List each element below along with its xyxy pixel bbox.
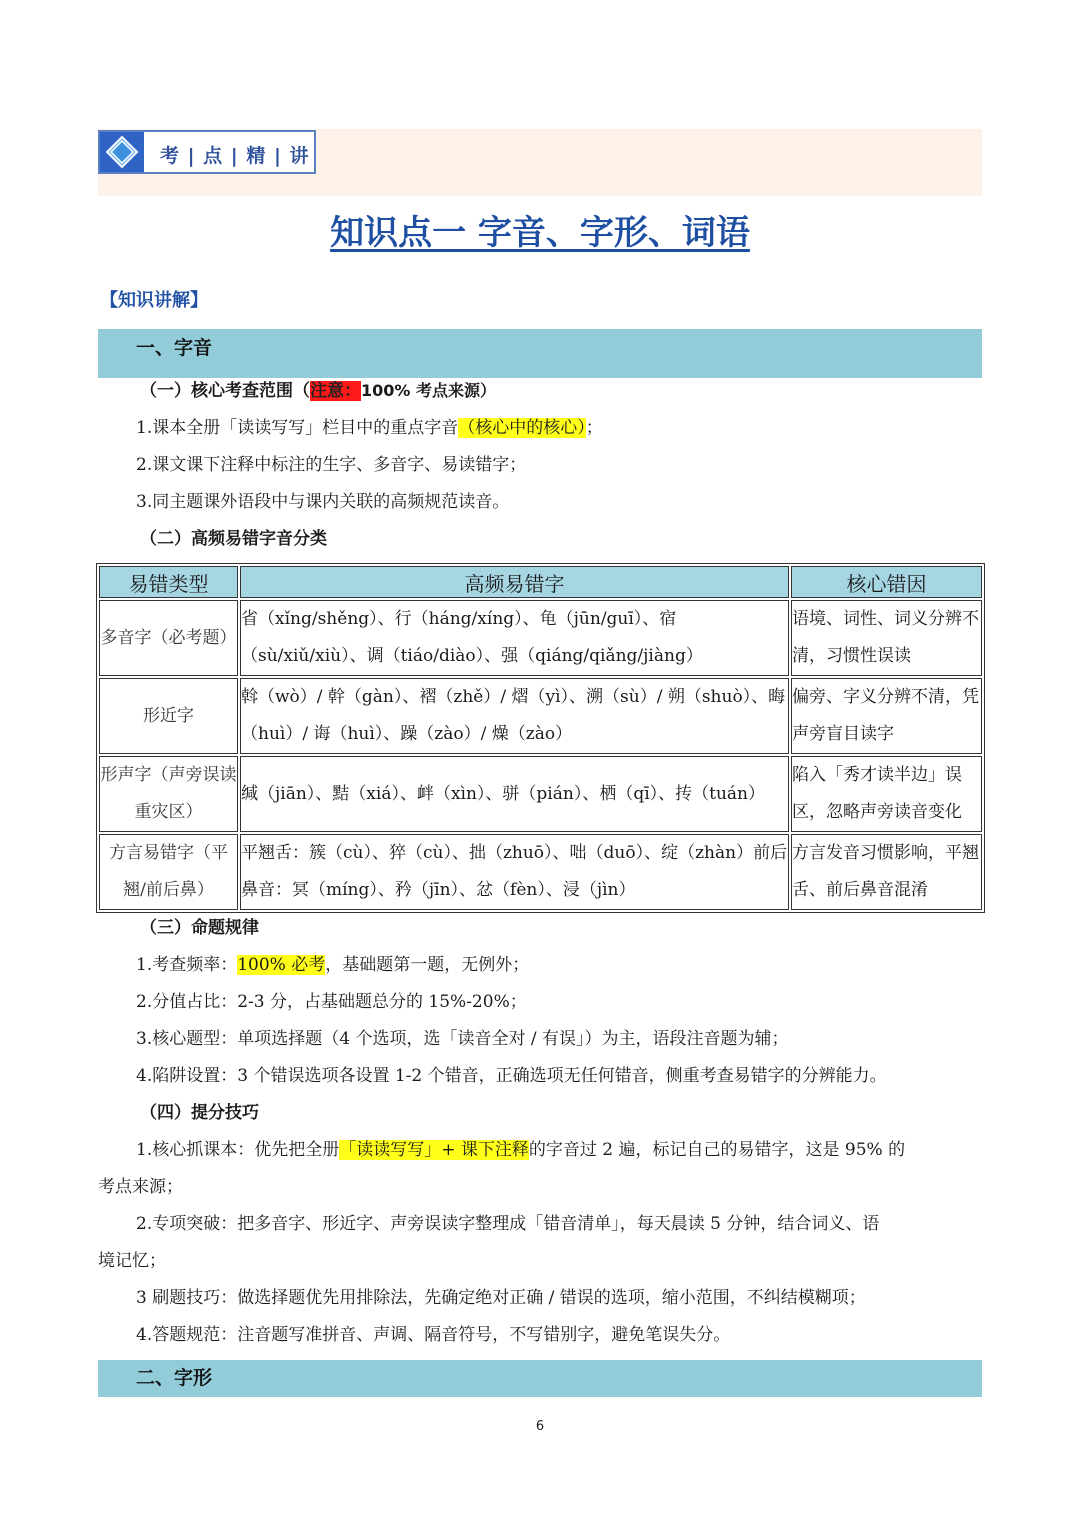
table-cell-reason: 方言发音习惯影响，平翘舌、前后鼻音混淆 xyxy=(791,834,982,910)
list-item: 2.课文课下注释中标注的生字、多音字、易读错字； xyxy=(136,455,527,475)
table-cell-chars: 平翘舌：簇（cù）、猝（cù）、拙（zhuō）、咄（duō）、绽（zhàn）前后鼻音：冥（míng）、矜（jīn）、忿（fèn）、浸（jìn） xyxy=(240,834,789,910)
table-header: 核心错因 xyxy=(791,566,982,598)
table-cell-chars: 缄（jiān）、黠（xiá）、衅（xìn）、骈（pián）、栖（qī）、抟（tuán） xyxy=(240,756,789,832)
section-heading-1: 一、字音 xyxy=(98,329,982,378)
table-cell-type: 多音字（必考题） xyxy=(99,600,238,676)
badge xyxy=(98,130,316,174)
list-item: 2.分值占比：2-3 分，占基础题总分的 15%-20%； xyxy=(136,992,527,1012)
diamond-icon xyxy=(100,132,144,172)
table-header: 高频易错字 xyxy=(240,566,789,598)
list-item-continuation: 境记忆； xyxy=(98,1251,166,1271)
knowledge-label: 【知识讲解】 xyxy=(100,290,208,311)
subheading-1: （一）核心考查范围（注意：100% 考点来源） xyxy=(140,381,497,401)
list-item: 3.同主题课外语段中与课内关联的高频规范读音。 xyxy=(136,492,510,512)
table-header-row xyxy=(99,566,982,598)
page-number: 6 xyxy=(535,1419,545,1434)
table-cell-chars: 省（xǐng/shěng）、行（háng/xíng）、龟（jūn/guī）、宿（sù/xiǔ/xiù）、调（tiáo/diào）、强（qiáng/qiǎng/jiàng） xyxy=(240,600,789,676)
table-cell-type: 形近字 xyxy=(99,678,238,754)
list-item: 3.核心题型：单项选择题（4 个选项，选「读音全对 / 有误」）为主，语段注音题为辅； xyxy=(136,1029,789,1049)
subheading-2: （二）高频易错字音分类 xyxy=(140,529,327,549)
badge-text: 考 | 点 | 精 | 讲 xyxy=(160,145,310,167)
subheading-4: （四）提分技巧 xyxy=(140,1103,259,1123)
list-item: 1.考查频率：100% 必考，基础题第一题，无例外； xyxy=(136,955,530,975)
table-row xyxy=(99,678,982,754)
error-table xyxy=(96,563,985,913)
list-item: 4.答题规范：注音题写准拼音、声调、隔音符号，不写错别字，避免笔误失分。 xyxy=(136,1325,731,1345)
table-header: 易错类型 xyxy=(99,566,238,598)
table-cell-chars: 斡（wò）/ 幹（gàn）、褶（zhě）/ 熠（yì）、溯（sù）/ 朔（shuò）、晦（huì）/ 诲（huì）、躁（zào）/ 燥（zào） xyxy=(240,678,789,754)
table-cell-type: 方言易错字（平翘/前后鼻） xyxy=(99,834,238,910)
table-row xyxy=(99,834,982,910)
list-item: 3 刷题技巧：做选择题优先用排除法，先确定绝对正确 / 错误的选项，缩小范围，不纠结模糊项； xyxy=(136,1288,866,1308)
subheading-3: （三）命题规律 xyxy=(140,918,259,938)
table-cell-reason: 语境、词性、词义分辨不清，习惯性误读 xyxy=(791,600,982,676)
list-item: 1.课本全册「读读写写」栏目中的重点字音（核心中的核心）； xyxy=(136,418,603,438)
table-row xyxy=(99,600,982,676)
page-title: 知识点一 字音、字形、词语 xyxy=(330,213,750,253)
section-heading-2: 二、字形 xyxy=(98,1360,982,1397)
table-cell-type: 形声字（声旁误读重灾区） xyxy=(99,756,238,832)
list-item: 2.专项突破：把多音字、形近字、声旁误读字整理成「错音清单」，每天晨读 5 分钟，结合词义、语 xyxy=(136,1214,880,1234)
table-row xyxy=(99,756,982,832)
list-item: 1.核心抓课本：优先把全册「读读写写」+ 课下注释的字音过 2 遍，标记自己的易错字，这是 95% 的 xyxy=(136,1140,906,1160)
list-item: 4.陷阱设置：3 个错误选项各设置 1-2 个错音，正确选项无任何错音，侧重考查易错字的分辨能力。 xyxy=(136,1066,887,1086)
list-item-continuation: 考点来源； xyxy=(98,1177,183,1197)
section-banner xyxy=(98,129,982,196)
table-cell-reason: 偏旁、字义分辨不清，凭声旁盲目读字 xyxy=(791,678,982,754)
table-cell-reason: 陷入「秀才读半边」误区，忽略声旁读音变化 xyxy=(791,756,982,832)
